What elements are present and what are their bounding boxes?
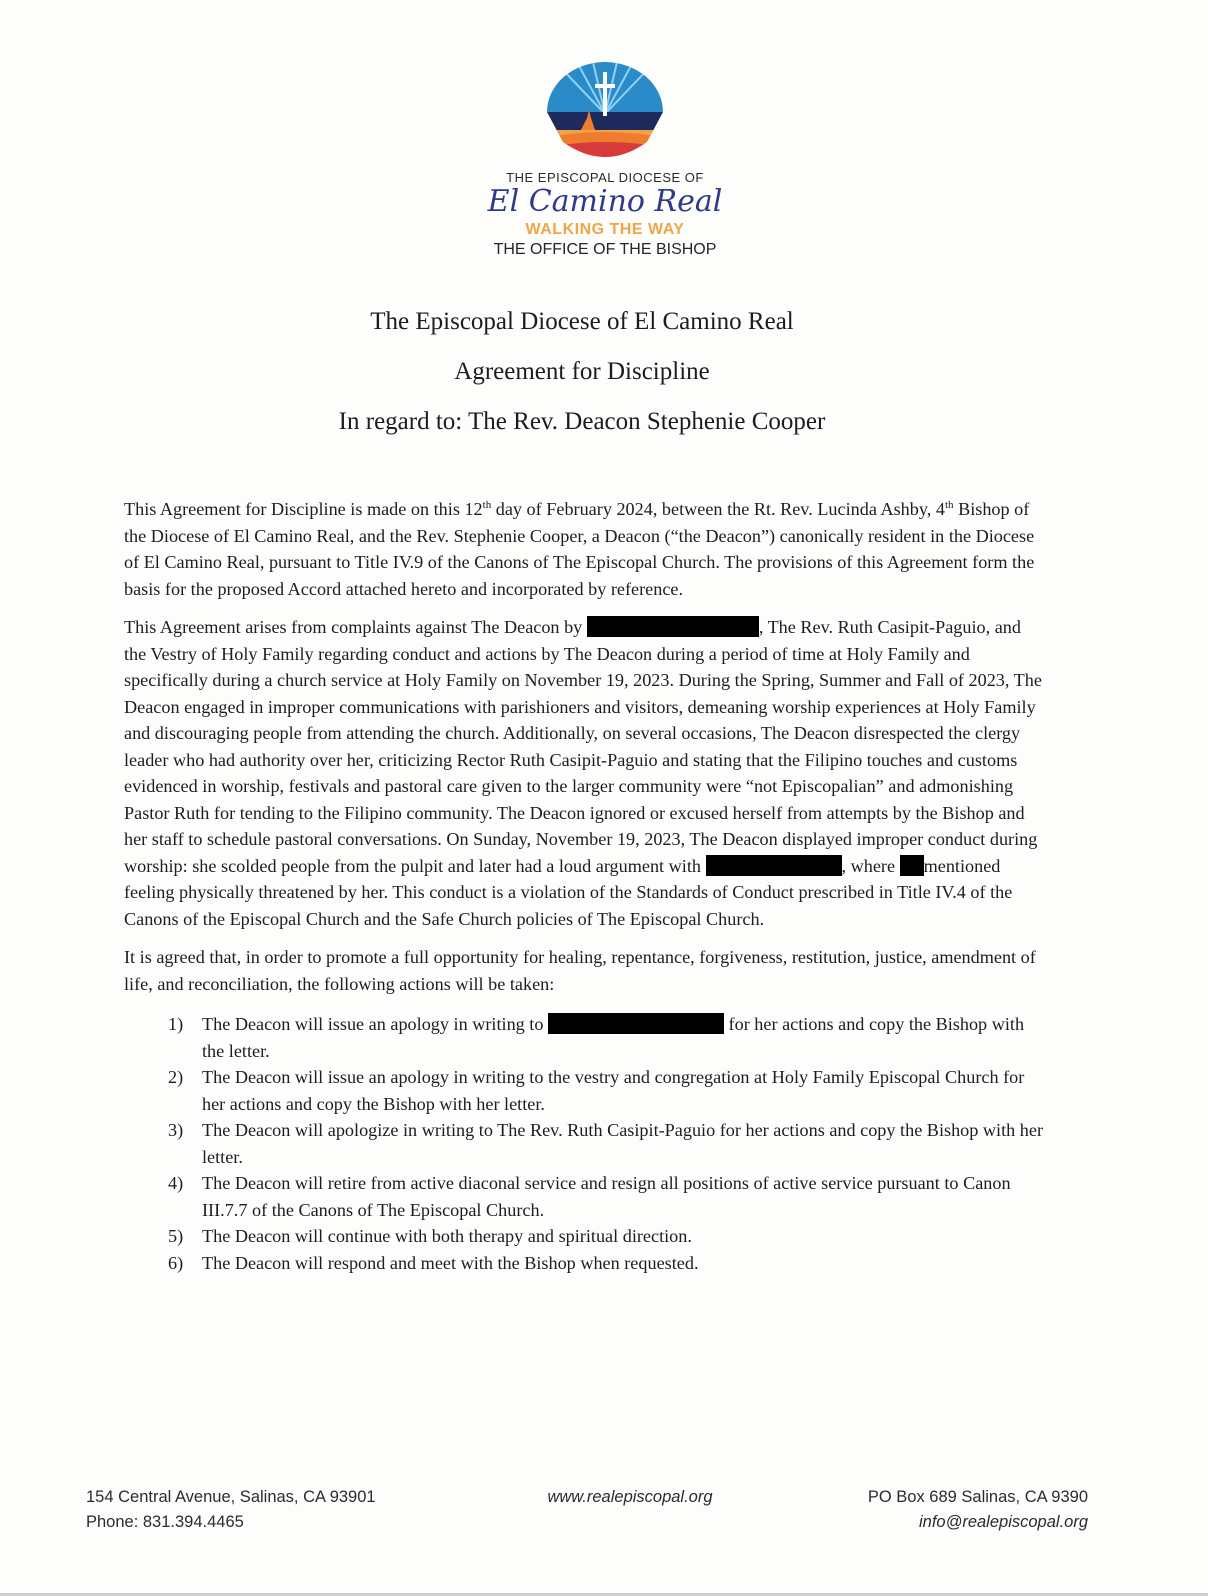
footer-contact-block [868, 1485, 1088, 1535]
list-item: 2) The Deacon will issue an apology in writing to the vestry and congregation at Holy Family Episcopal Church for her actions and copy the Bishop with her letter. [168, 1067, 1025, 1114]
letterhead-line-1: THE EPISCOPAL DIOCESE OF [506, 170, 704, 185]
list-item: 4) The Deacon will retire from active diaconal service and resign all positions of active service pursuant to Canon III.7.7 of the Canons of The Episcopal Church. [168, 1173, 1011, 1220]
redaction-bar [706, 855, 842, 876]
action-list [124, 1011, 1044, 1276]
letterhead-office: THE OFFICE OF THE BISHOP [493, 241, 717, 258]
redaction-bar [587, 616, 759, 637]
document-title-agreement: Agreement for Discipline [454, 358, 710, 385]
list-item: 3) The Deacon will apologize in writing to The Rev. Ruth Casipit-Paguio for her actions and copy the Bishop with her letter. [168, 1120, 1044, 1167]
paragraph-agreement: It is agreed that, in order to promote a full opportunity for healing, repentance, forgiveness, restitution, justice, amendment of life, and reconciliation, the following actions will be taken: [124, 947, 1036, 994]
paragraph-complaint: This Agreement arises from complaints against The Deacon by , The Rev. Ruth Casipit-Paguio, and the Vestry of Holy Family regarding conduct and actions by The Deacon during a period of time at Holy Family and specifically during a church service at Holy Family on November 19, 2023. During the Spring, Summer and Fall of 2023, The Deacon engaged in improper communications with parishioners and visitors, demeaning worship experiences at Holy Family and discouraging people from attending the church. Additionally, on several occasions, The Deacon disrespected the clergy leader who had authority over her, criticizing Rector Ruth Casipit-Paguio and stating that the Filipino touches and customs evidenced in worship, festivals and pastoral care given to the larger community were “not Episcopalian” and admonishing Pastor Ruth for tending to the Filipino community. The Deacon ignored or excused herself from attempts by the Bishop and her staff to schedule pastoral conversations. On Sunday, November 19, 2023, The Deacon displayed improper conduct during worship: she scolded people from the pulpit and later had a loud argument with , where mentioned feeling physically threatened by her. This conduct is a violation of the Standards of Conduct prescribed in Title IV.4 of the Canons of the Episcopal Church and the Safe Church policies of The Episcopal Church. [124, 617, 1042, 929]
footer-phone: Phone: 831.394.4465 [86, 1513, 244, 1531]
footer-address: 154 Central Avenue, Salinas, CA 93901 [86, 1488, 376, 1506]
document-title-diocese: The Episcopal Diocese of El Camino Real [370, 308, 794, 335]
footer-website[interactable]: www.realepiscopal.org [547, 1488, 713, 1506]
footer-address-block [86, 1485, 376, 1535]
document-body [124, 496, 1044, 1276]
list-item: 6) The Deacon will respond and meet with the Bishop when requested. [168, 1252, 699, 1273]
footer-email[interactable]: info@realepiscopal.org [918, 1513, 1088, 1531]
list-item: 1) The Deacon will issue an apology in writing to for her actions and copy the Bishop with the letter. [168, 1014, 1025, 1061]
redaction-bar [900, 855, 924, 876]
paragraph-intro: This Agreement for Discipline is made on this 12th day of February 2024, between the Rt. Rev. Lucinda Ashby, 4th Bishop of the Diocese of El Camino Real, and the Rev. Stephenie Cooper, a Deacon (“the Deacon”) canonically resident in the Diocese of El Camino Real, pursuant to Title IV.9 of the Canons of The Episcopal Church. The provisions of this Agreement form the basis for the proposed Accord attached hereto and incorporated by reference. [124, 498, 1035, 599]
letterhead-diocese-name: El Camino Real [487, 184, 723, 219]
list-item: 5) The Deacon will continue with both therapy and spiritual direction. [168, 1226, 692, 1246]
redaction-bar [548, 1013, 724, 1034]
footer-pobox: PO Box 689 Salinas, CA 9390 [867, 1488, 1088, 1506]
document-title-regarding: In regard to: The Rev. Deacon Stephenie Cooper [338, 408, 826, 435]
letterhead-tagline: WALKING THE WAY [525, 221, 685, 238]
diocese-shell-logo [543, 62, 667, 166]
letterhead [460, 62, 750, 259]
